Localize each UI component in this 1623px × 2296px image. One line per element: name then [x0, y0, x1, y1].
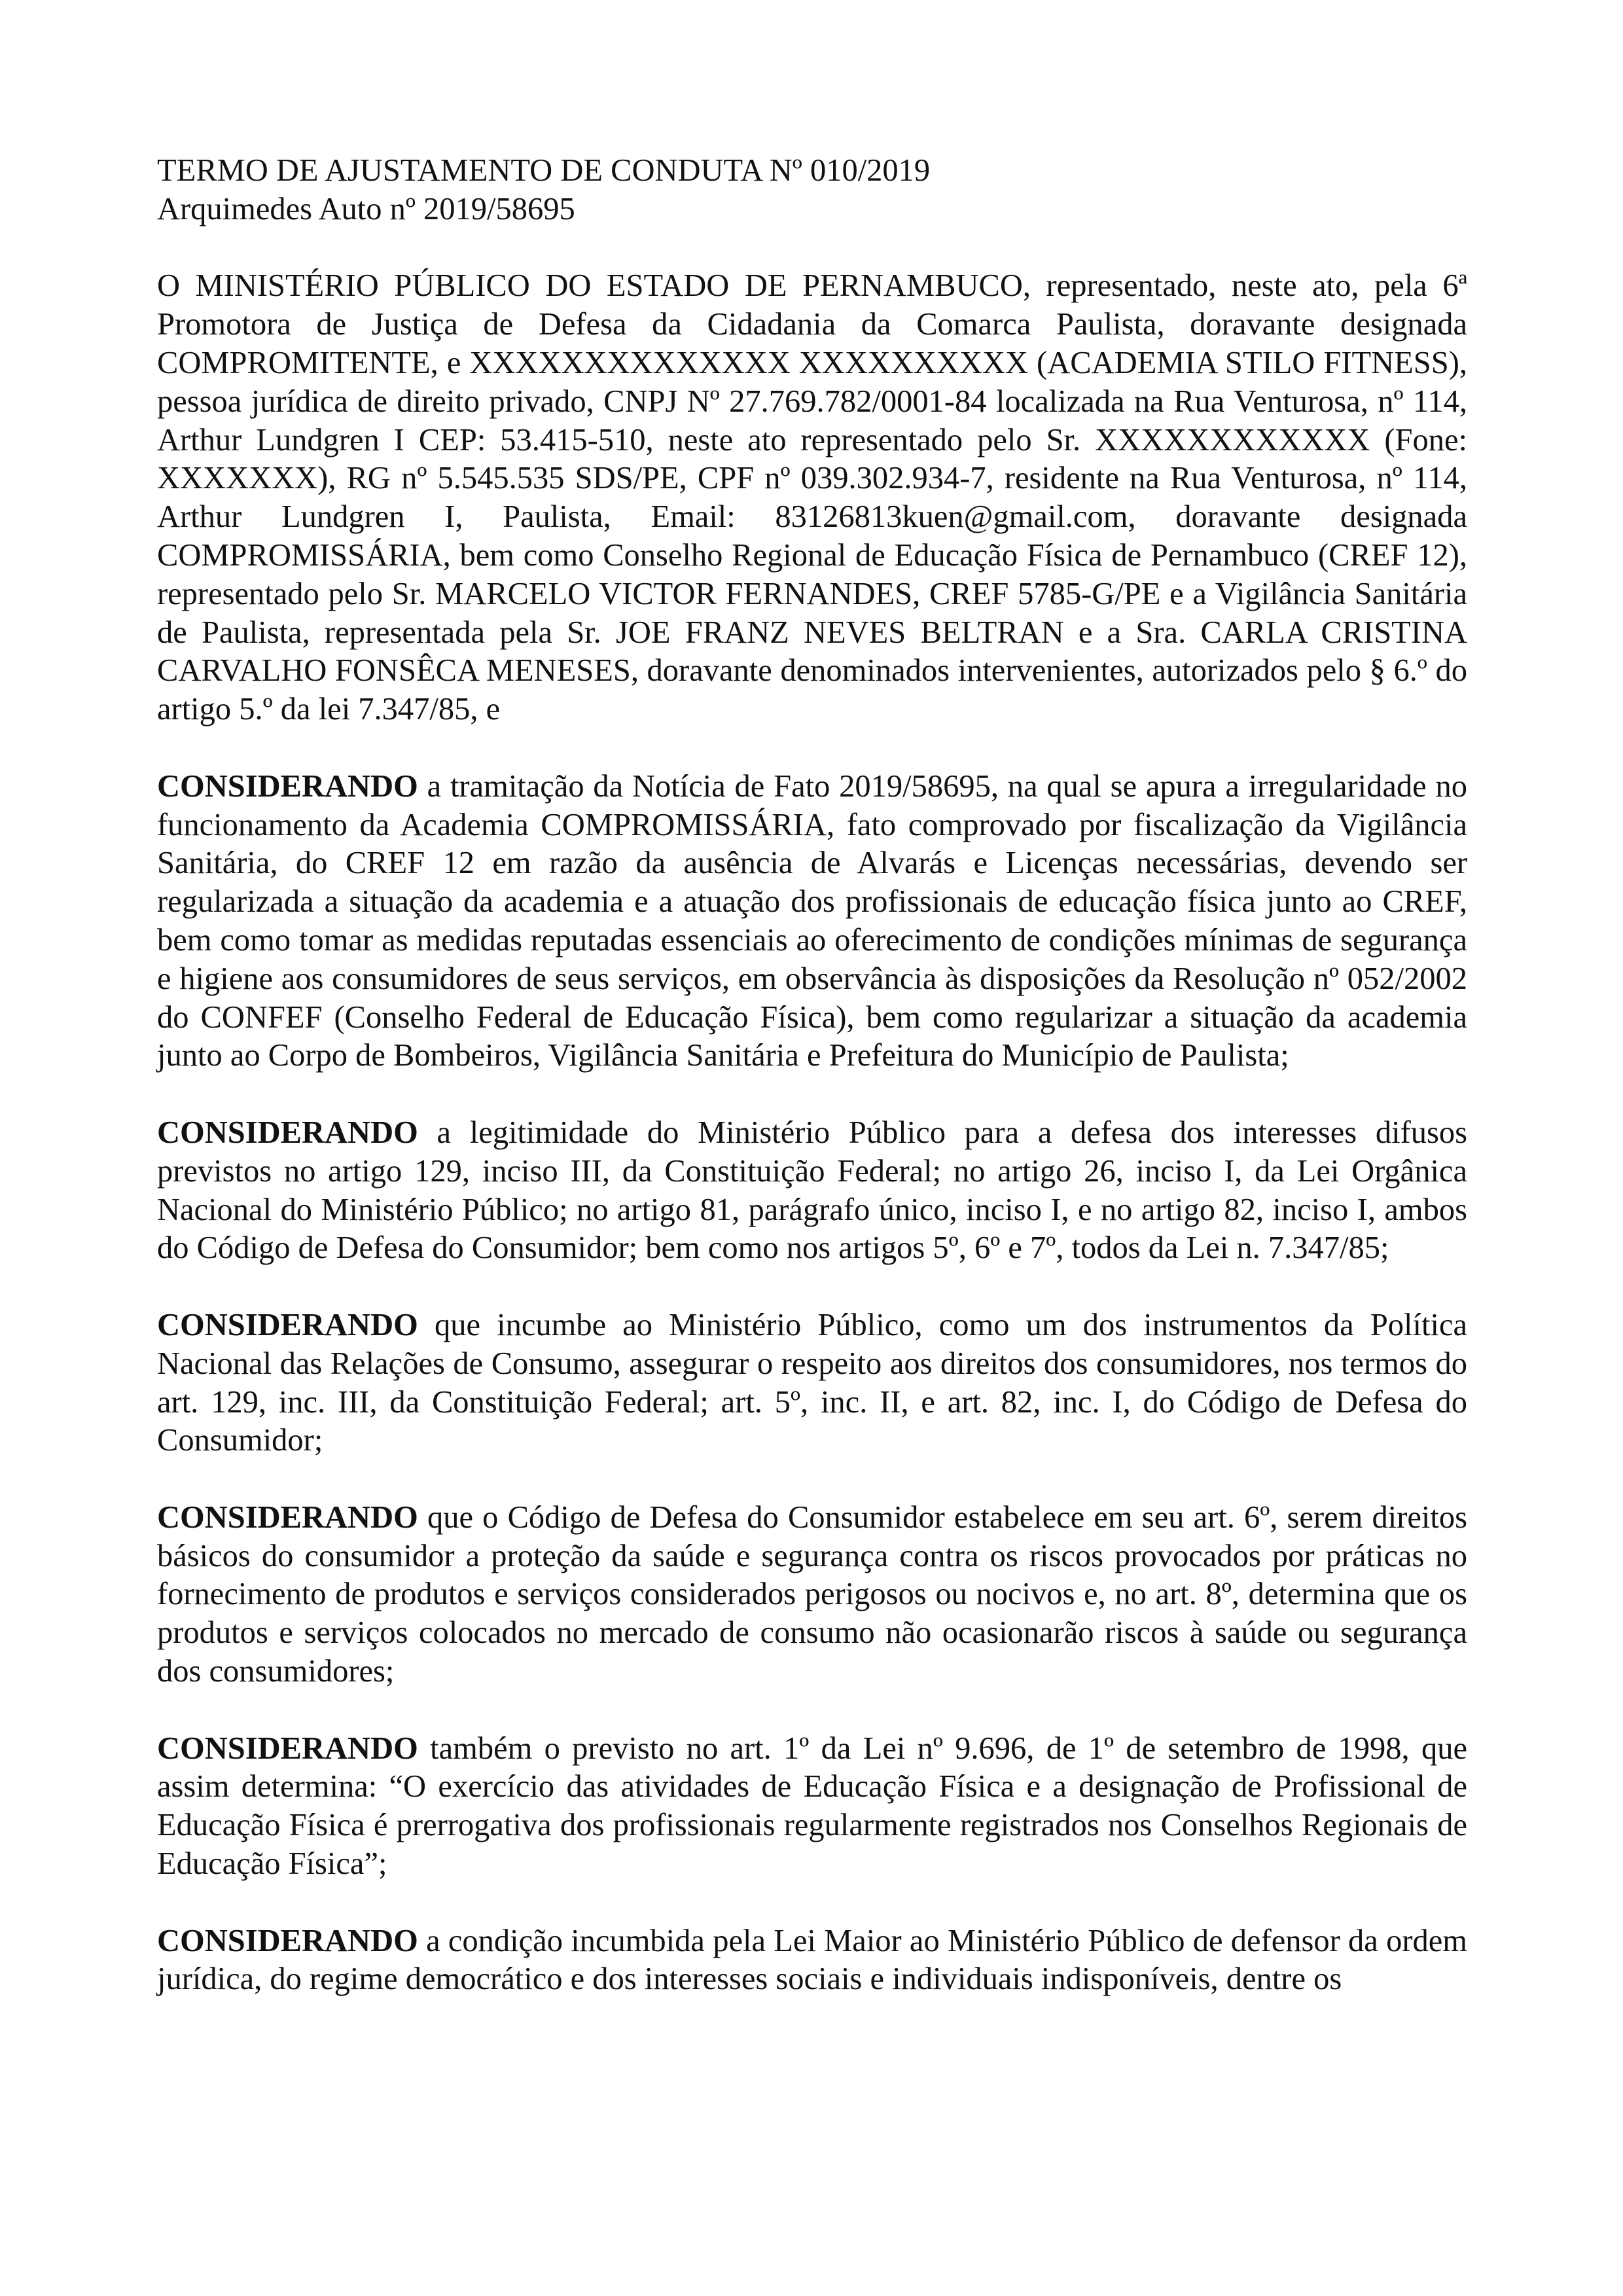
considerando-text: que incumbe ao Ministério Público, como um dos instrumentos da Política Nacional das Relações de Consumo, assegurar o respeito aos direitos dos consumidores, nos termos do art. 129, inc. III, da Constituição Federal; art. 5º, inc. II, e art. 82, inc. I, do Código de Defesa do Consumidor; [157, 1307, 1467, 1458]
considerando-paragraph [157, 1499, 1467, 1691]
considerando-keyword: CONSIDERANDO [157, 1731, 418, 1766]
considerando-paragraph [157, 1922, 1467, 2000]
considerando-keyword: CONSIDERANDO [157, 1923, 418, 1958]
considerando-text: a condição incumbida pela Lei Maior ao Ministério Público de defensor da ordem jurídica, do regime democrático e dos interesses sociais e individuais indisponíveis, dentre os [157, 1923, 1467, 1997]
considerando-paragraph [157, 1306, 1467, 1460]
considerando-paragraph [157, 1114, 1467, 1268]
intro-paragraph: O MINISTÉRIO PÚBLICO DO ESTADO DE PERNAMBUCO, representado, neste ato, pela 6ª Promotora de Justiça de Defesa da Cidadania da Comarca Paulista, doravante designada COMPROMITENTE, e XXXXXXXXXXXXXX XXXXXXXXXX (ACADEMIA STILO FITNESS), pessoa jurídica de direito privado, CNPJ Nº 27.769.782/0001-84 localizada na Rua Venturosa, nº 114, Arthur Lundgren I CEP: 53.415-510, neste ato representado pelo Sr. XXXXXXXXXXXX (Fone: XXXXXXX), RG nº 5.545.535 SDS/PE, CPF nº 039.302.934-7, residente na Rua Venturosa, nº 114, Arthur Lundgren I, Paulista, Email: 83126813kuen@gmail.com, doravante designada COMPROMISSÁRIA, bem como Conselho Regional de Educação Física de Pernambuco (CREF 12), representado pelo Sr. MARCELO VICTOR FERNANDES, CREF 5785-G/PE e a Vigilância Sanitária de Paulista, representada pela Sr. JOE FRANZ NEVES BELTRAN e a Sra. CARLA CRISTINA CARVALHO FONSÊCA MENESES, doravante denominados intervenientes, autorizados pelo § 6.º do artigo 5.º da lei 7.347/85, e [157, 268, 1467, 727]
document-title: TERMO DE AJUSTAMENTO DE CONDUTA Nº 010/2019 [157, 153, 931, 188]
considerando-paragraph [157, 1730, 1467, 1884]
considerando-text: que o Código de Defesa do Consumidor estabelece em seu art. 6º, serem direitos básicos do consumidor a proteção da saúde e segurança contra os riscos provocados por práticas no fornecimento de produtos e serviços considerados perigosos ou nocivos e, no art. 8º, determina que os produtos e serviços colocados no mercado de consumo não ocasionarão riscos à saúde ou segurança dos consumidores; [157, 1499, 1467, 1689]
document-page [157, 152, 1467, 1999]
document-reference: Arquimedes Auto nº 2019/58695 [157, 191, 575, 226]
considerando-paragraph [157, 768, 1467, 1075]
considerando-keyword: CONSIDERANDO [157, 1499, 418, 1535]
considerando-text: a tramitação da Notícia de Fato 2019/58695, na qual se apura a irregularidade no funcionamento da Academia COMPROMISSÁRIA, fato comprovado por fiscalização da Vigilância Sanitária, do CREF 12 em razão da ausência de Alvarás e Licenças necessárias, devendo ser regularizada a situação da academia e a atuação dos profissionais de educação física junto ao CREF, bem como tomar as medidas reputadas essenciais ao oferecimento de condições mínimas de segurança e higiene aos consumidores de seus serviços, em observância às disposições da Resolução nº 052/2002 do CONFEF (Conselho Federal de Educação Física), bem como regularizar a situação da academia junto ao Corpo de Bombeiros, Vigilância Sanitária e Prefeitura do Município de Paulista; [157, 768, 1467, 1073]
considerando-text: a legitimidade do Ministério Público para a defesa dos interesses difusos previstos no artigo 129, inciso III, da Constituição Federal; no artigo 26, inciso I, da Lei Orgânica Nacional do Ministério Público; no artigo 81, parágrafo único, inciso I, e no artigo 82, inciso I, ambos do Código de Defesa do Consumidor; bem como nos artigos 5º, 6º e 7º, todos da Lei n. 7.347/85; [157, 1115, 1467, 1266]
considerando-keyword: CONSIDERANDO [157, 1307, 418, 1342]
considerando-keyword: CONSIDERANDO [157, 768, 418, 804]
considerando-keyword: CONSIDERANDO [157, 1115, 418, 1150]
considerando-text: também o previsto no art. 1º da Lei nº 9.696, de 1º de setembro de 1998, que assim determina: “O exercício das atividades de Educação Física e a designação de Profissional de Educação Física é prerrogativa dos profissionais regularmente registrados nos Conselhos Regionais de Educação Física”; [157, 1731, 1467, 1882]
